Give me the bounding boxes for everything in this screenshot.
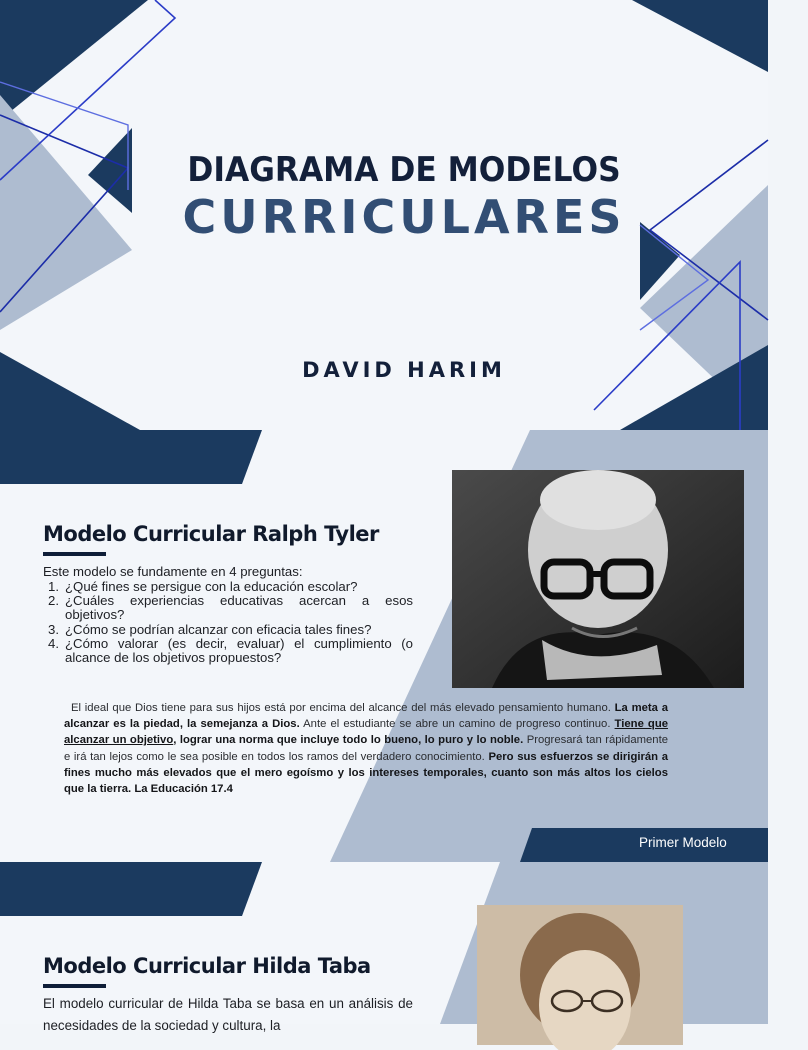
section-body: El modelo curricular de Hilda Taba se basa en un análisis de necesidades de la sociedad y cultura, la: [43, 996, 413, 1033]
ralph-tyler-photo: [452, 470, 744, 688]
question-list: [43, 580, 413, 665]
section-title-taba: Modelo Curricular Hilda Taba: [43, 954, 371, 978]
underlined-phrase: Tiene que alcanzar un objetivo: [64, 718, 669, 747]
section-intro: Este modelo se fundamente en 4 preguntas:: [43, 564, 303, 579]
section-tag: Primer Modelo: [639, 835, 727, 850]
title-underline: [43, 552, 106, 556]
deco-triangle: [632, 0, 768, 72]
hilda-taba-photo: [477, 905, 683, 1045]
title-underline: [43, 984, 106, 988]
section-title-tyler: Modelo Curricular Ralph Tyler: [43, 522, 379, 546]
page-subtitle: CURRICULARES: [182, 190, 626, 244]
deco-triangle: [0, 0, 148, 120]
deco-band: [0, 862, 262, 916]
quote-paragraph: El ideal que Dios tiene para sus hijos está por encima del alcance del más elevado pensamiento humano. La meta a alcanzar es la piedad, la semejanza a Dios. Ante el estudiante se abre un camino de progreso continuo. Tiene que alcanzar un objetivo, lograr una norma que incluye todo lo bueno, lo puro y lo noble. Progresará tan rápidamente e irá tan lejos como le sea posible en todos los ramos del verdadero conocimiento. Pero sus esfuerzos se dirigirán a fines mucho más elevados que el mero egoísmo y los intereses temporales, cuanto son más altos los cielos que la tierra. La Educación 17.4: [64, 702, 669, 796]
list-item: 2. ¿Cuáles experiencias educativas acercan a esos objetivos?: [48, 593, 413, 623]
author-name: DAVID HARIM: [302, 358, 506, 382]
page-title: DIAGRAMA DE MODELOS: [187, 150, 621, 190]
deco-band: [0, 430, 262, 484]
list-item: 3. ¿Cómo se podrían alcanzar con eficacia tales fines?: [48, 621, 372, 637]
list-item: 4. ¿Cómo valorar (es decir, evaluar) el cumplimiento (o alcance de los objetivos propuestos?: [48, 635, 413, 666]
list-item: 1. ¿Qué fines se persigue con la educación escolar?: [48, 579, 358, 594]
